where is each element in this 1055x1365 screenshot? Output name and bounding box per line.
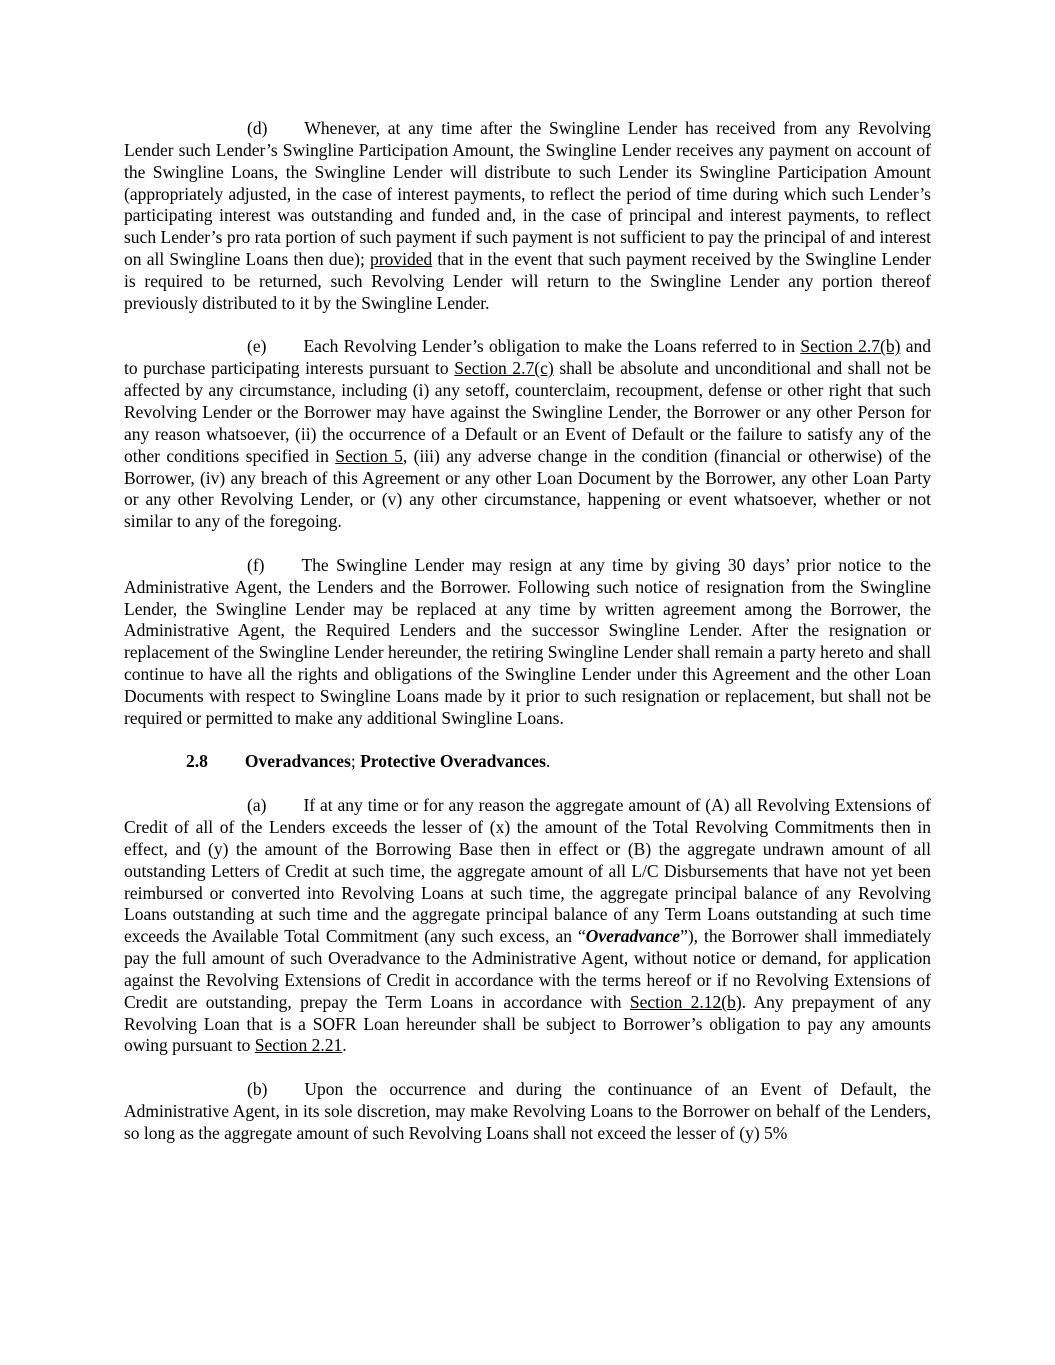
text-run: ”), the Borrower shall immediately pay the full amount of such Overadvance to the Administrative Agent, without notice or demand, for application against the Revolving Extensions of Credit in accordance with the terms hereof or if no Revolving Extensions of Credit are outstanding, prepay the Term Loans in accordance with	[124, 926, 931, 1012]
paragraph-a	[124, 795, 931, 1057]
text-run: ;	[350, 751, 361, 772]
text-run: The Swingline Lender may resign at any time by giving 30 days’ prior notice to the Administrative Agent, the Lenders and the Borrower. Following such notice of resignation from the Swingline Lender, the Swingline Lender may be replaced at any time by written agreement among the Borrower, the Administrative Agent, the Required Lenders and the successor Swingline Lender. After the resignation or replacement of the Swingline Lender hereunder, the retiring Swingline Lender shall remain a party hereto and shall continue to have all the rights and obligations of the Swingline Lender under this Agreement and the other Loan Documents with respect to Swingline Loans made by it prior to such resignation or replacement, but shall not be required or permitted to make any additional Swingline Loans.	[124, 554, 931, 728]
paragraph-e	[124, 336, 931, 533]
document-body	[124, 118, 931, 1145]
text-run: that in the event that such payment received by the Swingline Lender is required to be returned, such Revolving Lender will return to the Swingline Lender any portion thereof previously distributed to it by the Swingline Lender.	[124, 249, 931, 313]
text-run: provided	[370, 249, 433, 270]
text-run: .	[342, 1035, 347, 1056]
text-run: Section 2.7(b)	[800, 336, 901, 357]
text-run: . Any prepayment of any Revolving Loan that is a SOFR Loan hereunder shall be subject to Borrower’s obligation to pay any amounts owing pursuant to	[124, 991, 931, 1056]
text-run: Protective Overadvances	[360, 751, 546, 772]
text-run: (f)	[247, 554, 265, 575]
text-run: (e)	[247, 336, 267, 357]
text-run: shall be absolute and unconditional and shall not be affected by any circumstance, including (i) any setoff, counterclaim, recoupment, defense or other right that such Revolving Lender or the Borrower may have against the Swingline Lender, the Borrower or any other Person for any reason whatsoever, (ii) the occurrence of a Default or an Event of Default or the failure to satisfy any of the other conditions specified in	[124, 358, 931, 466]
paragraph-d	[124, 118, 931, 315]
text-run: Overadvance	[585, 926, 681, 947]
text-run: 2.8	[186, 751, 208, 772]
text-run: , (iii) any adverse change in the condition (financial or otherwise) of the Borrower, (iv) any breach of this Agreement or any other Loan Document by the Borrower, any other Loan Party or any other Revolving Lender, or (v) any other circumstance, happening or event whatsoever, whether or not similar to any of the foregoing.	[124, 445, 931, 532]
text-run: Overadvances	[244, 751, 351, 772]
text-run: Each Revolving Lender’s obligation to make the Loans referred to in	[303, 336, 801, 357]
text-run: Section 2.21	[254, 1035, 343, 1056]
text-run: Upon the occurrence and during the continuance of an Event of Default, the Administrative Agent, in its sole discretion, may make Revolving Loans to the Borrower on behalf of the Lenders, so long as the aggregate amount of such Revolving Loans shall not exceed the lesser of (y) 5%	[124, 1079, 931, 1143]
text-run: Section 2.12(b)	[629, 991, 742, 1012]
text-run: Section 5	[335, 445, 403, 466]
text-run: (a)	[247, 795, 267, 816]
paragraph-b	[124, 1079, 931, 1145]
paragraph-f	[124, 555, 931, 730]
text-run: Section 2.7(c)	[454, 358, 554, 379]
text-run: and to purchase participating interests pursuant to	[124, 336, 931, 379]
text-run: .	[545, 751, 551, 772]
text-run: Whenever, at any time after the Swingline Lender has received from any Revolving Lender such Lender’s Swingline Participation Amount, the Swingline Lender receives any payment on account of the Swingline Loans, the Swingline Lender will distribute to such Lender its Swingline Participation Amount (appropriately adjusted, in the case of interest payments, to reflect the period of time during which such Lender’s participating interest was outstanding and funded and, in the case of principal and interest payments, to reflect such Lender’s pro rata portion of such payment if such payment is not sufficient to pay the principal of and interest on all Swingline Loans then due);	[124, 118, 931, 270]
text-run: (b)	[247, 1079, 268, 1100]
text-run: (d)	[247, 118, 268, 138]
section-heading-2-8	[124, 751, 931, 773]
text-run: If at any time or for any reason the aggregate amount of (A) all Revolving Extensions of Credit of all of the Lenders exceeds the lesser of (x) the amount of the Total Revolving Commitments then in effect, and (y) the amount of the Borrowing Base then in effect or (B) the aggregate undrawn amount of all outstanding Letters of Credit at such time, the aggregate amount of all L/C Disbursements that have not yet been reimbursed or converted into Revolving Loans at such time, the aggregate principal balance of any Revolving Loans outstanding at such time and the aggregate principal balance of any Term Loans outstanding at such time exceeds the Available Total Commitment (any such excess, an “	[124, 795, 931, 947]
